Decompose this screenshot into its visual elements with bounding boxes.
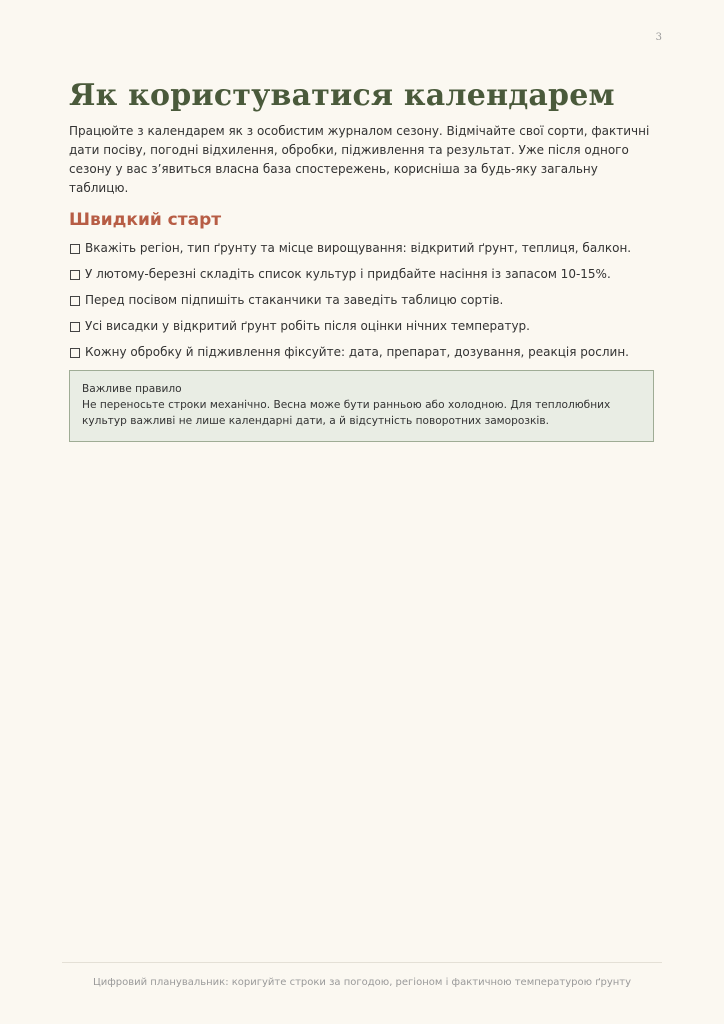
page-title: Як користуватися календарем [69, 78, 615, 113]
checkbox-icon[interactable] [70, 244, 80, 254]
checkbox-icon[interactable] [70, 270, 80, 280]
checklist-item-label: Кожну обробку й підживлення фіксуйте: дата, препарат, дозування, реакція рослин. [85, 345, 629, 359]
checklist-item[interactable] [69, 266, 656, 283]
note-text: Не переносьте строки механічно. Весна може бути ранньою або холодною. Для теплолюбних культур важливі не лише календарні дати, а й відсутність поворотних заморозків. [82, 399, 611, 427]
footer-divider [62, 962, 662, 963]
checklist-item[interactable] [69, 318, 656, 335]
checklist-item[interactable] [69, 344, 656, 361]
quick-start-heading: Швидкий старт [69, 210, 222, 230]
important-rule-note [69, 370, 654, 442]
checklist-item-label: Вкажіть регіон, тип ґрунту та місце вирощування: відкритий ґрунт, теплиця, балкон. [85, 241, 632, 255]
checklist-item-label: У лютому-березні складіть список культур і придбайте насіння із запасом 10-15%. [85, 267, 611, 281]
page-number: 3 [655, 32, 662, 43]
checkbox-icon[interactable] [70, 322, 80, 332]
main-content [69, 78, 656, 442]
checklist-item[interactable] [69, 240, 656, 257]
checklist-item[interactable] [69, 292, 656, 309]
checklist-item-label: Перед посівом підпишіть стаканчики та заведіть таблицю сортів. [85, 293, 504, 307]
quick-start-checklist [69, 240, 656, 361]
page-footer: Цифровий планувальник: коригуйте строки за погодою, регіоном і фактичною температурою ґрунту [92, 977, 632, 988]
checklist-item-label: Усі висадки у відкритий ґрунт робіть після оцінки нічних температур. [85, 319, 530, 333]
intro-paragraph: Працюйте з календарем як з особистим журналом сезону. Відмічайте свої сорти, фактичні дати посіву, погодні відхилення, обробки, підживлення та результат. Уже після одного сезону у вас з’явиться власна база спостережень, корисніша за будь-яку загальну таблицю. [69, 124, 650, 195]
checkbox-icon[interactable] [70, 296, 80, 306]
checkbox-icon[interactable] [70, 348, 80, 358]
note-title: Важливе правило [82, 383, 182, 395]
